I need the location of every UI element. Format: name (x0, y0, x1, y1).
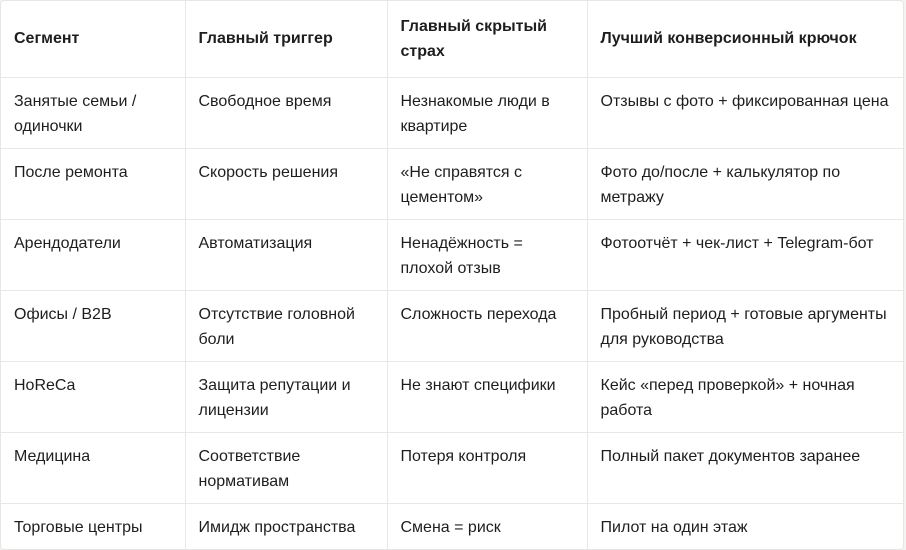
segments-table (1, 1, 904, 550)
table-row (1, 290, 904, 361)
table-row (1, 361, 904, 432)
cell-hidden-fear: Потеря контроля (387, 432, 587, 503)
cell-trigger: Свободное время (185, 77, 387, 148)
cell-segment: После ремонта (1, 148, 185, 219)
header-conversion-hook: Лучший конверсионный крючок (587, 1, 904, 77)
cell-hidden-fear: Сложность перехода (387, 290, 587, 361)
cell-hidden-fear: Незнакомые люди в квартире (387, 77, 587, 148)
header-trigger: Главный триггер (185, 1, 387, 77)
cell-segment: Занятые семьи / одиночки (1, 77, 185, 148)
table-header-row (1, 1, 904, 77)
cell-hidden-fear: «Не справятся с цементом» (387, 148, 587, 219)
cell-conversion-hook: Фото до/после + калькулятор по метражу (587, 148, 904, 219)
table-row (1, 148, 904, 219)
table-row (1, 77, 904, 148)
cell-segment: HoReCa (1, 361, 185, 432)
table-row (1, 219, 904, 290)
header-segment: Сегмент (1, 1, 185, 77)
table-row (1, 432, 904, 503)
cell-conversion-hook: Пилот на один этаж (600, 518, 748, 536)
cell-trigger: Соответствие нормативам (185, 432, 387, 503)
cell-segment: Торговые центры (1, 503, 185, 550)
cell-segment: Офисы / B2B (1, 290, 185, 361)
cell-conversion-hook: Полный пакет документов заранее (587, 432, 904, 503)
cell-segment: Медицина (1, 432, 185, 503)
cell-trigger: Отсутствие головной боли (185, 290, 387, 361)
cell-hidden-fear: Не знают специфики (387, 361, 587, 432)
cell-conversion-hook: Кейс «перед проверкой» + ночная работа (587, 361, 904, 432)
cell-conversion-hook: Фотоотчёт + чек-лист + Telegram-бот (587, 219, 904, 290)
cell-trigger: Имидж пространства (185, 503, 387, 550)
table-row (1, 503, 904, 550)
cell-hidden-fear: Ненадёжность = плохой отзыв (387, 219, 587, 290)
cell-hidden-fear: Смена = риск (387, 503, 587, 550)
cell-trigger: Скорость решения (185, 148, 387, 219)
cell-conversion-hook: Отзывы с фото + фиксированная цена (587, 77, 904, 148)
cell-trigger: Защита репутации и лицензии (185, 361, 387, 432)
cell-conversion-hook: Пробный период + готовые аргументы для руководства (587, 290, 904, 361)
header-hidden-fear: Главный скрытый страх (387, 1, 587, 77)
cell-segment: Арендодатели (1, 219, 185, 290)
cell-trigger: Автоматизация (185, 219, 387, 290)
